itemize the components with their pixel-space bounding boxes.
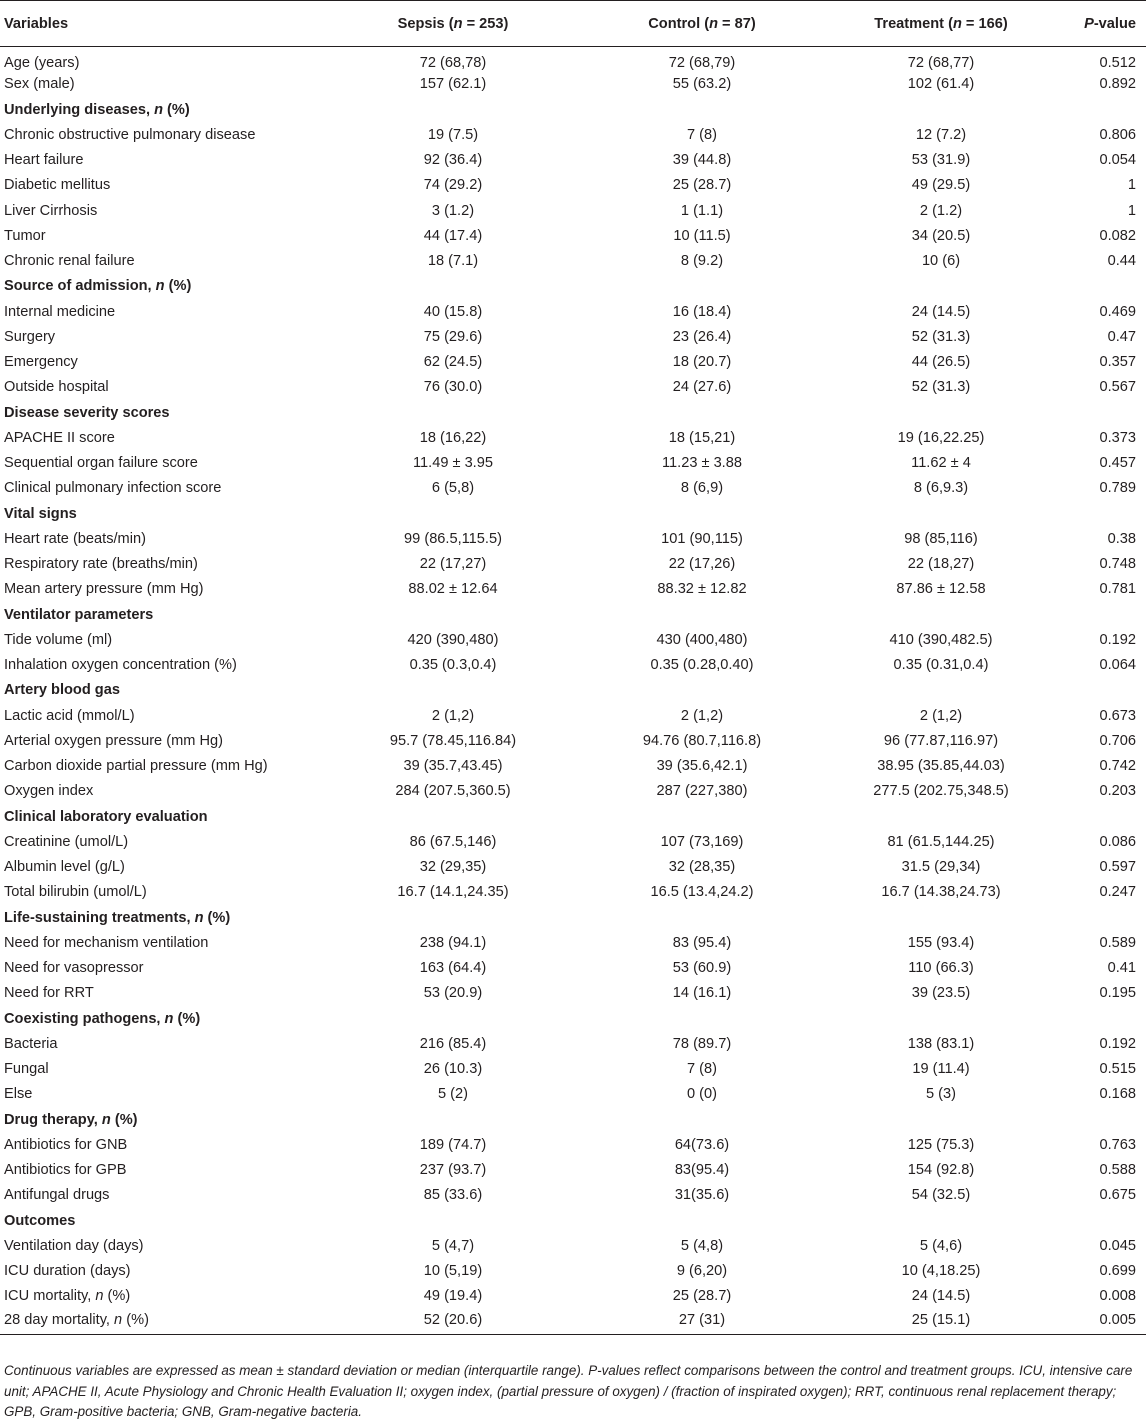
sepsis-cell: 5 (2) — [437, 1086, 468, 1103]
treatment-cell: 25 (15.1) — [826, 1309, 1056, 1334]
treatment-cell: 102 (61.4) — [907, 76, 975, 93]
control-cell: 107 (73,169) — [660, 833, 744, 850]
variable-cell: Chronic renal failure — [4, 253, 135, 270]
section-label: Clinical laboratory evaluation — [4, 808, 208, 825]
table-row — [0, 1158, 1146, 1183]
variable-cell: Need for vasopressor — [4, 960, 144, 977]
section-row — [0, 400, 1146, 425]
pvalue-cell: 0.045 — [1099, 1237, 1136, 1254]
control-cell: 22 (17,26) — [668, 556, 736, 573]
table-row — [0, 1233, 1146, 1258]
table-body — [0, 47, 1146, 1335]
sepsis-cell: 22 (17,27) — [419, 556, 487, 573]
table-row — [0, 1132, 1146, 1157]
table-row — [0, 779, 1146, 804]
control-cell: 83 (95.4) — [672, 934, 732, 951]
variable-cell: Tide volume (ml) — [4, 631, 113, 648]
table-row — [0, 981, 1146, 1006]
control-cell: 14 (16.1) — [672, 985, 732, 1002]
variable-cell: ICU mortality, n (%) — [4, 1288, 131, 1305]
section-label: Artery blood gas — [4, 682, 120, 699]
control-cell: 55 (63.2) — [672, 76, 732, 93]
table-row — [0, 577, 1146, 602]
variable-cell: 28 day mortality, n (%) — [0, 1309, 328, 1334]
sepsis-cell: 238 (94.1) — [419, 934, 487, 951]
treatment-cell: 5 (4,6) — [919, 1237, 963, 1254]
control-cell: 5 (4,8) — [680, 1237, 724, 1254]
treatment-cell: 16.7 (14.38,24.73) — [881, 884, 1001, 901]
pvalue-cell: 0.589 — [1099, 934, 1136, 951]
variable-cell: Antifungal drugs — [4, 1187, 110, 1204]
pvalue-cell: 0.373 — [1099, 429, 1136, 446]
treatment-cell: 10 (6) — [921, 253, 961, 270]
pvalue-cell: 0.588 — [1099, 1162, 1136, 1179]
variable-cell: Heart failure — [4, 152, 84, 169]
control-cell: 0.35 (0.28,0.40) — [650, 657, 754, 674]
table-row — [0, 855, 1146, 880]
sepsis-cell: 420 (390,480) — [407, 631, 499, 648]
section-label: Outcomes — [4, 1212, 76, 1229]
pvalue-cell: 0.457 — [1099, 455, 1136, 472]
pvalue-cell: 0.168 — [1099, 1086, 1136, 1103]
treatment-cell: 87.86 ± 12.58 — [896, 581, 986, 598]
treatment-cell: 154 (92.8) — [907, 1162, 975, 1179]
sepsis-cell: 53 (20.9) — [423, 985, 483, 1002]
table-row — [0, 451, 1146, 476]
table-row — [0, 425, 1146, 450]
treatment-cell: 53 (31.9) — [911, 152, 971, 169]
control-cell: 72 (68,79) — [668, 54, 736, 71]
sepsis-cell: 39 (35.7,43.45) — [403, 758, 503, 775]
treatment-cell: 277.5 (202.75,348.5) — [873, 783, 1009, 800]
sepsis-cell: 76 (30.0) — [423, 379, 483, 396]
treatment-cell: 54 (32.5) — [911, 1187, 971, 1204]
treatment-cell: 52 (31.3) — [911, 328, 971, 345]
pvalue-cell: 0.567 — [1099, 379, 1136, 396]
treatment-cell: 44 (26.5) — [911, 354, 971, 371]
table-row — [0, 728, 1146, 753]
sepsis-cell: 189 (74.7) — [419, 1136, 487, 1153]
section-label: Ventilator parameters — [4, 606, 154, 623]
table-row — [0, 1183, 1146, 1208]
table-row — [0, 350, 1146, 375]
section-label: Life-sustaining treatments, n (%) — [4, 909, 231, 926]
variable-cell: Lactic acid (mmol/L) — [4, 707, 135, 724]
variable-cell: Else — [4, 1086, 33, 1103]
variable-cell: Mean artery pressure (mm Hg) — [4, 581, 204, 598]
pvalue-cell: 0.086 — [1099, 833, 1136, 850]
control-cell: 32 (28,35) — [668, 859, 736, 876]
section-row — [0, 678, 1146, 703]
section-row — [0, 1208, 1146, 1233]
pvalue-cell: 0.005 — [1056, 1309, 1146, 1334]
variable-cell: Oxygen index — [4, 783, 94, 800]
variable-cell: Diabetic mellitus — [4, 177, 111, 194]
sepsis-cell: 26 (10.3) — [423, 1061, 483, 1078]
section-row — [0, 602, 1146, 627]
sepsis-cell: 18 (7.1) — [427, 253, 479, 270]
header-pvalue: P-value — [1056, 1, 1146, 47]
sepsis-cell: 216 (85.4) — [419, 1035, 487, 1052]
control-cell: 9 (6,20) — [676, 1263, 728, 1280]
table-row — [0, 829, 1146, 854]
variable-cell: Need for RRT — [4, 985, 94, 1002]
control-cell: 10 (11.5) — [673, 227, 731, 244]
treatment-cell: 81 (61.5,144.25) — [887, 833, 995, 850]
variable-cell: Emergency — [4, 354, 78, 371]
treatment-cell: 10 (4,18.25) — [901, 1263, 981, 1280]
section-label: Underlying diseases, n (%) — [4, 101, 190, 118]
treatment-cell: 98 (85,116) — [904, 530, 978, 547]
treatment-cell: 12 (7.2) — [915, 126, 967, 143]
variable-cell: Age (years) — [4, 54, 80, 71]
sepsis-cell: 40 (15.8) — [423, 303, 483, 320]
pvalue-cell: 0.192 — [1099, 1035, 1136, 1052]
pvalue-cell: 0.597 — [1099, 859, 1136, 876]
pvalue-cell: 1 — [1127, 202, 1136, 219]
pvalue-cell: 0.054 — [1099, 152, 1136, 169]
treatment-cell: 22 (18,27) — [907, 556, 975, 573]
pvalue-cell: 0.203 — [1099, 783, 1136, 800]
variable-cell: ICU duration (days) — [4, 1263, 131, 1280]
variable-cell: Arterial oxygen pressure (mm Hg) — [4, 732, 223, 749]
table-row — [0, 627, 1146, 652]
pvalue-cell: 0.789 — [1099, 480, 1136, 497]
pvalue-cell: 0.41 — [1107, 960, 1136, 977]
pvalue-cell: 0.247 — [1099, 884, 1136, 901]
sepsis-cell: 75 (29.6) — [423, 328, 483, 345]
pvalue-cell: 0.806 — [1099, 126, 1136, 143]
pvalue-cell: 0.748 — [1099, 556, 1136, 573]
variable-cell: Creatinine (umol/L) — [4, 833, 129, 850]
table-row — [0, 223, 1146, 248]
table-row — [0, 47, 1146, 72]
sepsis-cell: 32 (29,35) — [419, 859, 487, 876]
sepsis-cell: 52 (20.6) — [328, 1309, 578, 1334]
treatment-cell: 24 (14.5) — [911, 1288, 971, 1305]
sepsis-cell: 3 (1.2) — [431, 202, 475, 219]
control-cell: 53 (60.9) — [672, 960, 732, 977]
sepsis-cell: 18 (16,22) — [419, 429, 487, 446]
table-row — [0, 476, 1146, 501]
table-header — [0, 1, 1146, 47]
table-row — [0, 1259, 1146, 1284]
treatment-cell: 5 (3) — [925, 1086, 956, 1103]
variable-cell: Tumor — [4, 227, 46, 244]
control-cell: 0 (0) — [686, 1086, 717, 1103]
treatment-cell: 2 (1,2) — [919, 707, 963, 724]
table-row — [0, 526, 1146, 551]
table-row — [0, 1031, 1146, 1056]
pvalue-cell: 0.44 — [1107, 253, 1136, 270]
pvalue-cell: 0.082 — [1099, 227, 1136, 244]
control-cell: 24 (27.6) — [672, 379, 732, 396]
treatment-cell: 38.95 (35.85,44.03) — [877, 758, 1005, 775]
section-row — [0, 905, 1146, 930]
pvalue-cell: 0.699 — [1099, 1263, 1136, 1280]
variable-cell: Ventilation day (days) — [4, 1237, 144, 1254]
variable-cell: Surgery — [4, 328, 56, 345]
control-cell: 8 (9.2) — [680, 253, 724, 270]
sepsis-cell: 44 (17.4) — [423, 227, 483, 244]
pvalue-cell: 0.195 — [1099, 985, 1136, 1002]
pvalue-cell: 0.357 — [1099, 354, 1136, 371]
sepsis-cell: 99 (86.5,115.5) — [404, 530, 502, 547]
variable-cell: Clinical pulmonary infection score — [4, 480, 222, 497]
pvalue-cell: 0.675 — [1099, 1187, 1136, 1204]
section-label: Disease severity scores — [4, 404, 170, 421]
section-label: Drug therapy, n (%) — [4, 1111, 138, 1128]
table-row — [0, 754, 1146, 779]
sepsis-cell: 6 (5,8) — [431, 480, 475, 497]
pvalue-cell: 0.38 — [1107, 530, 1136, 547]
header-control: Control (n = 87) — [578, 1, 826, 47]
treatment-cell: 39 (23.5) — [911, 985, 971, 1002]
control-cell: 11.23 ± 3.88 — [662, 455, 742, 472]
treatment-cell: 125 (75.3) — [907, 1136, 975, 1153]
table-row — [0, 880, 1146, 905]
table-row — [0, 72, 1146, 97]
table-row — [0, 552, 1146, 577]
control-cell: 16 (18.4) — [672, 303, 732, 320]
sepsis-cell: 85 (33.6) — [423, 1187, 483, 1204]
section-row — [0, 274, 1146, 299]
table-row — [0, 956, 1146, 981]
treatment-cell: 138 (83.1) — [907, 1035, 975, 1052]
treatment-cell: 72 (68,77) — [907, 54, 975, 71]
treatment-cell: 24 (14.5) — [911, 303, 971, 320]
variable-cell: Fungal — [4, 1061, 49, 1078]
sepsis-cell: 72 (68,78) — [419, 54, 487, 71]
pvalue-cell: 0.763 — [1099, 1136, 1136, 1153]
table-row — [0, 249, 1146, 274]
control-cell: 25 (28.7) — [672, 1288, 732, 1305]
variable-cell: Internal medicine — [4, 303, 116, 320]
sepsis-cell: 95.7 (78.45,116.84) — [389, 732, 517, 749]
header-treatment: Treatment (n = 166) — [826, 1, 1056, 47]
treatment-cell: 49 (29.5) — [911, 177, 971, 194]
table-row — [0, 122, 1146, 147]
variable-cell: Total bilirubin (umol/L) — [4, 884, 147, 901]
table-row — [0, 198, 1146, 223]
variable-cell: Respiratory rate (breaths/min) — [4, 556, 198, 573]
treatment-cell: 19 (11.4) — [912, 1061, 970, 1078]
treatment-cell: 2 (1.2) — [919, 202, 963, 219]
control-cell: 39 (35.6,42.1) — [656, 758, 748, 775]
control-cell: 430 (400,480) — [656, 631, 748, 648]
variable-cell: Need for mechanism ventilation — [4, 934, 209, 951]
sepsis-cell: 284 (207.5,360.5) — [395, 783, 511, 800]
section-row — [0, 1107, 1146, 1132]
section-label: Coexisting pathogens, n (%) — [4, 1010, 201, 1027]
sepsis-cell: 92 (36.4) — [423, 152, 483, 169]
treatment-cell: 8 (6,9.3) — [913, 480, 969, 497]
variable-cell: Albumin level (g/L) — [4, 859, 125, 876]
control-cell: 39 (44.8) — [672, 152, 732, 169]
section-label: Source of admission, n (%) — [4, 278, 192, 295]
variable-cell: Antibiotics for GNB — [4, 1136, 128, 1153]
table-row — [0, 324, 1146, 349]
pvalue-cell: 0.706 — [1099, 732, 1136, 749]
control-cell: 31(35.6) — [674, 1187, 730, 1204]
sepsis-cell: 74 (29.2) — [423, 177, 483, 194]
sepsis-cell: 19 (7.5) — [427, 126, 479, 143]
control-cell: 88.32 ± 12.82 — [657, 581, 747, 598]
sepsis-cell: 237 (93.7) — [419, 1162, 487, 1179]
control-cell: 7 (8) — [686, 1061, 717, 1078]
table-row — [0, 148, 1146, 173]
sepsis-cell: 11.49 ± 3.95 — [413, 455, 493, 472]
section-row — [0, 804, 1146, 829]
sepsis-cell: 86 (67.5,146) — [409, 833, 497, 850]
sepsis-cell: 10 (5,19) — [423, 1263, 483, 1280]
treatment-cell: 19 (16,22.25) — [897, 429, 985, 446]
variable-cell: Sequential organ failure score — [4, 455, 198, 472]
pvalue-cell: 0.512 — [1099, 54, 1136, 71]
control-cell: 101 (90,115) — [661, 530, 743, 547]
header-variables: Variables — [0, 1, 328, 47]
table-row — [0, 1057, 1146, 1082]
treatment-cell: 96 (77.87,116.97) — [883, 732, 999, 749]
pvalue-cell: 1 — [1127, 177, 1136, 194]
table-row — [0, 1082, 1146, 1107]
variable-cell: Liver Cirrhosis — [4, 202, 98, 219]
control-cell: 94.76 (80.7,116.8) — [642, 732, 762, 749]
variable-cell: Carbon dioxide partial pressure (mm Hg) — [4, 758, 268, 775]
sepsis-cell: 163 (64.4) — [419, 960, 487, 977]
variable-cell: APACHE II score — [4, 429, 115, 446]
control-cell: 8 (6,9) — [680, 480, 724, 497]
treatment-cell: 34 (20.5) — [911, 227, 971, 244]
table-row — [0, 703, 1146, 728]
pvalue-cell: 0.192 — [1099, 631, 1136, 648]
table-row — [0, 653, 1146, 678]
treatment-cell: 410 (390,482.5) — [889, 631, 993, 648]
pvalue-cell: 0.742 — [1099, 758, 1136, 775]
sepsis-cell: 62 (24.5) — [423, 354, 483, 371]
table-footnote: Continuous variables are expressed as mean ± standard deviation or median (interquartile range). P-values reflect comparisons between the control and treatment groups. ICU, intensive care unit; APACHE II, Acute Physiology and Chronic Health Evaluation II; oxygen index, (partial pressure of oxygen) / (fraction of inspirated oxygen); RRT, continuous renal replacement therapy; GPB, Gram-positive bacteria; GNB, Gram-negative bacteria. — [4, 1363, 1133, 1419]
control-cell: 25 (28.7) — [672, 177, 732, 194]
variable-cell: Inhalation oxygen concentration (%) — [4, 657, 237, 674]
sepsis-cell: 2 (1,2) — [431, 707, 475, 724]
control-cell: 27 (31) — [578, 1309, 826, 1334]
control-cell: 23 (26.4) — [672, 328, 732, 345]
header-row — [0, 1, 1146, 47]
table-row — [0, 1309, 1146, 1334]
pvalue-cell: 0.47 — [1107, 328, 1136, 345]
control-cell: 64(73.6) — [674, 1136, 730, 1153]
table-row — [0, 930, 1146, 955]
section-row — [0, 97, 1146, 122]
table-row — [0, 1284, 1146, 1309]
variable-cell: Heart rate (beats/min) — [4, 530, 146, 547]
pvalue-cell: 0.008 — [1099, 1288, 1136, 1305]
treatment-cell: 110 (66.3) — [908, 960, 974, 977]
variable-cell: Antibiotics for GPB — [4, 1162, 127, 1179]
section-row — [0, 501, 1146, 526]
control-cell: 16.5 (13.4,24.2) — [650, 884, 754, 901]
pvalue-cell: 0.673 — [1099, 707, 1136, 724]
variable-cell: Outside hospital — [4, 379, 109, 396]
treatment-cell: 0.35 (0.31,0.4) — [893, 657, 989, 674]
sepsis-cell: 49 (19.4) — [423, 1288, 483, 1305]
treatment-cell: 52 (31.3) — [911, 379, 971, 396]
pvalue-cell: 0.781 — [1099, 581, 1136, 598]
sepsis-cell: 88.02 ± 12.64 — [408, 581, 498, 598]
header-sepsis: Sepsis (n = 253) — [328, 1, 578, 47]
section-row — [0, 1006, 1146, 1031]
control-cell: 18 (20.7) — [672, 354, 732, 371]
control-cell: 2 (1,2) — [680, 707, 724, 724]
treatment-cell: 155 (93.4) — [907, 934, 975, 951]
pvalue-cell: 0.892 — [1099, 76, 1136, 93]
control-cell: 18 (15,21) — [668, 429, 736, 446]
treatment-cell: 31.5 (29,34) — [901, 859, 981, 876]
pvalue-cell: 0.064 — [1099, 657, 1136, 674]
control-cell: 7 (8) — [686, 126, 717, 143]
control-cell: 78 (89.7) — [672, 1035, 732, 1052]
table-row — [0, 299, 1146, 324]
sepsis-cell: 5 (4,7) — [431, 1237, 475, 1254]
control-cell: 1 (1.1) — [680, 202, 724, 219]
section-label: Vital signs — [4, 505, 77, 522]
variable-cell: Chronic obstructive pulmonary disease — [4, 126, 256, 143]
table-row — [0, 173, 1146, 198]
pvalue-cell: 0.469 — [1099, 303, 1136, 320]
sepsis-cell: 16.7 (14.1,24.35) — [397, 884, 509, 901]
control-cell: 83(95.4) — [674, 1162, 730, 1179]
table-row — [0, 375, 1146, 400]
control-cell: 287 (227,380) — [656, 783, 748, 800]
treatment-cell: 11.62 ± 4 — [911, 455, 971, 472]
variable-cell: Bacteria — [4, 1035, 58, 1052]
pvalue-cell: 0.515 — [1099, 1061, 1136, 1078]
sepsis-cell: 157 (62.1) — [419, 76, 487, 93]
sepsis-cell: 0.35 (0.3,0.4) — [409, 657, 497, 674]
variable-cell: Sex (male) — [4, 76, 75, 93]
